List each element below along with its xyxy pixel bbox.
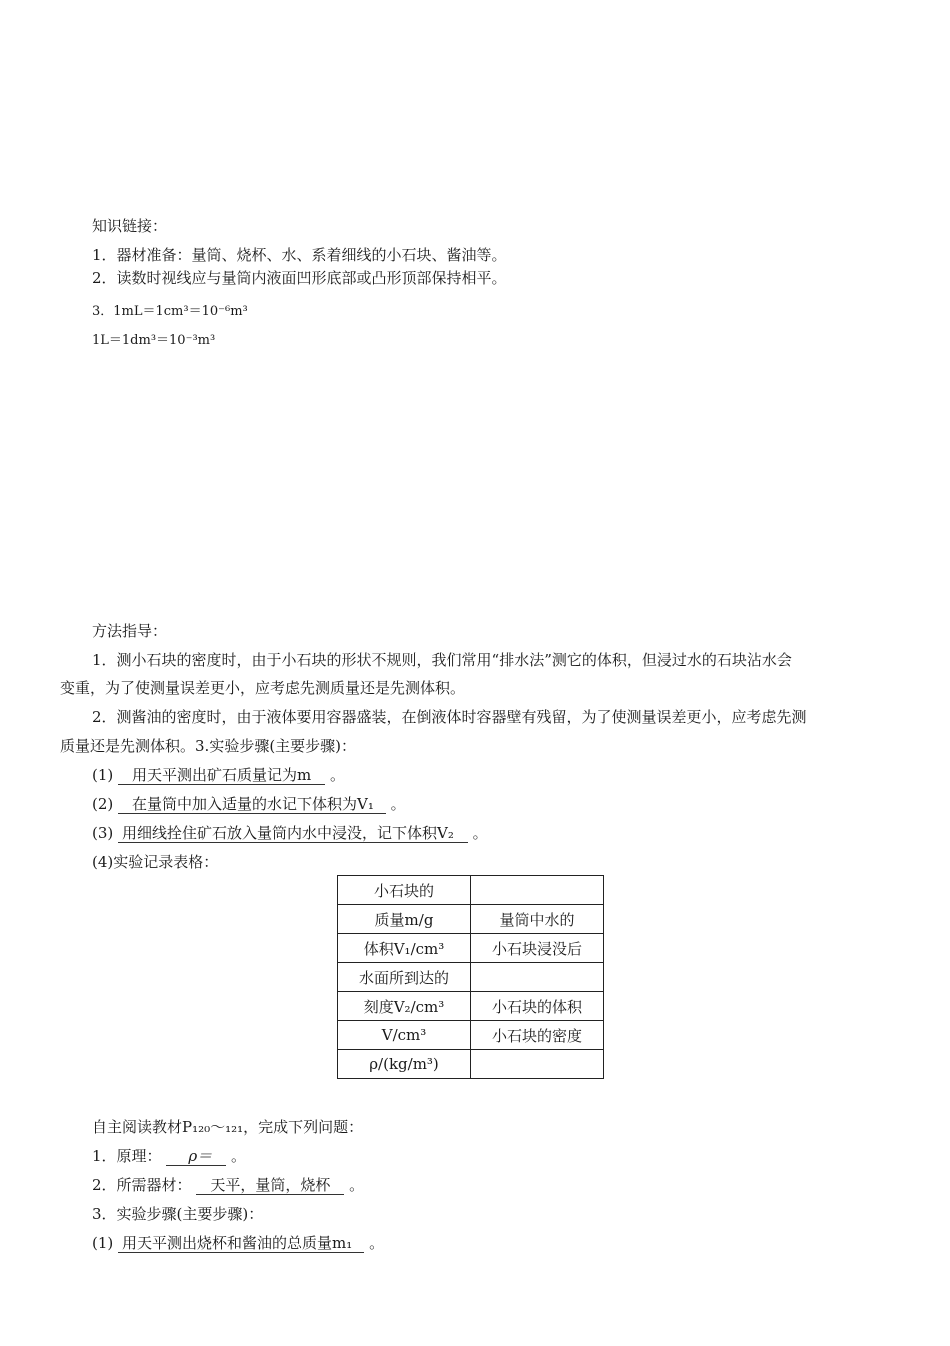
question-3-step-1 bbox=[92, 1233, 384, 1253]
question-1-period: 。 bbox=[230, 1147, 246, 1165]
step-2-answer: 在量筒中加入适量的水记下体积为V₁ bbox=[118, 795, 386, 814]
table-cell bbox=[471, 876, 604, 905]
step-2-number: (2) bbox=[92, 795, 114, 813]
table-cell: 刻度V₂/cm³ bbox=[338, 992, 471, 1021]
table-cell: 小石块的密度 bbox=[471, 1021, 604, 1050]
step-3 bbox=[92, 823, 488, 843]
table-row bbox=[338, 876, 604, 905]
table-row bbox=[338, 1021, 604, 1050]
table-cell bbox=[471, 1050, 604, 1079]
question-3-step-1-period: 。 bbox=[369, 1234, 385, 1252]
question-2-answer: 天平，量筒，烧杯 bbox=[196, 1176, 344, 1195]
method-heading: 方法指导： bbox=[92, 622, 168, 640]
table-cell: V/cm³ bbox=[338, 1021, 471, 1050]
question-3-step-1-answer: 用天平测出烧杯和酱油的总质量m₁ bbox=[118, 1234, 364, 1253]
question-1-label: 1．原理： bbox=[92, 1147, 162, 1165]
question-2-label: 2．所需器材： bbox=[92, 1176, 192, 1194]
table-row bbox=[338, 905, 604, 934]
table-row bbox=[338, 992, 604, 1021]
record-table bbox=[337, 875, 604, 1079]
table-cell: 小石块的体积 bbox=[471, 992, 604, 1021]
table-cell: 量筒中水的 bbox=[471, 905, 604, 934]
step-2 bbox=[92, 794, 406, 814]
method-p1-line1: 1．测小石块的密度时，由于小石块的形状不规则，我们常用“排水法”测它的体积，但浸过水的石块沾水会 bbox=[92, 651, 792, 669]
table-cell bbox=[471, 963, 604, 992]
method-p2-line1: 2．测酱油的密度时，由于液体要用容器盛装，在倒液体时容器壁有残留，为了使测量误差更小，应考虑先测 bbox=[92, 708, 807, 726]
table-cell: 水面所到达的 bbox=[338, 963, 471, 992]
step-4: (4)实验记录表格： bbox=[92, 853, 219, 871]
knowledge-item-2: 2．读数时视线应与量筒内液面凹形底部或凸形顶部保持相平。 bbox=[92, 269, 507, 287]
step-1-number: (1) bbox=[92, 766, 114, 784]
reading-intro: 自主阅读教材P₁₂₀～₁₂₁，完成下列问题： bbox=[92, 1118, 364, 1136]
table-cell: 小石块浸没后 bbox=[471, 934, 604, 963]
step-2-period: 。 bbox=[390, 795, 406, 813]
knowledge-item-1: 1．器材准备：量筒、烧杯、水、系着细线的小石块、酱油等。 bbox=[92, 246, 507, 264]
table-cell: 小石块的 bbox=[338, 876, 471, 905]
table-cell: ρ/(kg/m³) bbox=[338, 1050, 471, 1079]
step-1-period: 。 bbox=[330, 766, 346, 784]
method-p2-line2: 质量还是先测体积。3.实验步骤(主要步骤)： bbox=[60, 737, 357, 755]
table-cell: 体积V₁/cm³ bbox=[338, 934, 471, 963]
method-p1-line2: 变重，为了使测量误差更小，应考虑先测质量还是先测体积。 bbox=[60, 679, 466, 697]
knowledge-item-3b: 1L＝1dm³＝10⁻³m³ bbox=[92, 333, 216, 348]
question-2 bbox=[92, 1175, 364, 1195]
table-row bbox=[338, 1050, 604, 1079]
knowledge-item-3: 3．1mL＝1cm³＝10⁻⁶m³ bbox=[92, 304, 248, 319]
question-1-answer: ρ＝ bbox=[166, 1147, 226, 1166]
question-3: 3．实验步骤(主要步骤)： bbox=[92, 1205, 264, 1223]
step-3-answer: 用细线拴住矿石放入量筒内水中浸没，记下体积V₂ bbox=[118, 824, 468, 843]
knowledge-heading: 知识链接： bbox=[92, 217, 168, 235]
table-row bbox=[338, 934, 604, 963]
question-3-step-1-number: (1) bbox=[92, 1234, 114, 1252]
table-row bbox=[338, 963, 604, 992]
question-2-period: 。 bbox=[349, 1176, 365, 1194]
question-1 bbox=[92, 1146, 246, 1166]
table-cell: 质量m/g bbox=[338, 905, 471, 934]
step-1 bbox=[92, 765, 345, 785]
step-3-period: 。 bbox=[472, 824, 488, 842]
step-3-number: (3) bbox=[92, 824, 114, 842]
step-1-answer: 用天平测出矿石质量记为m bbox=[118, 766, 325, 785]
